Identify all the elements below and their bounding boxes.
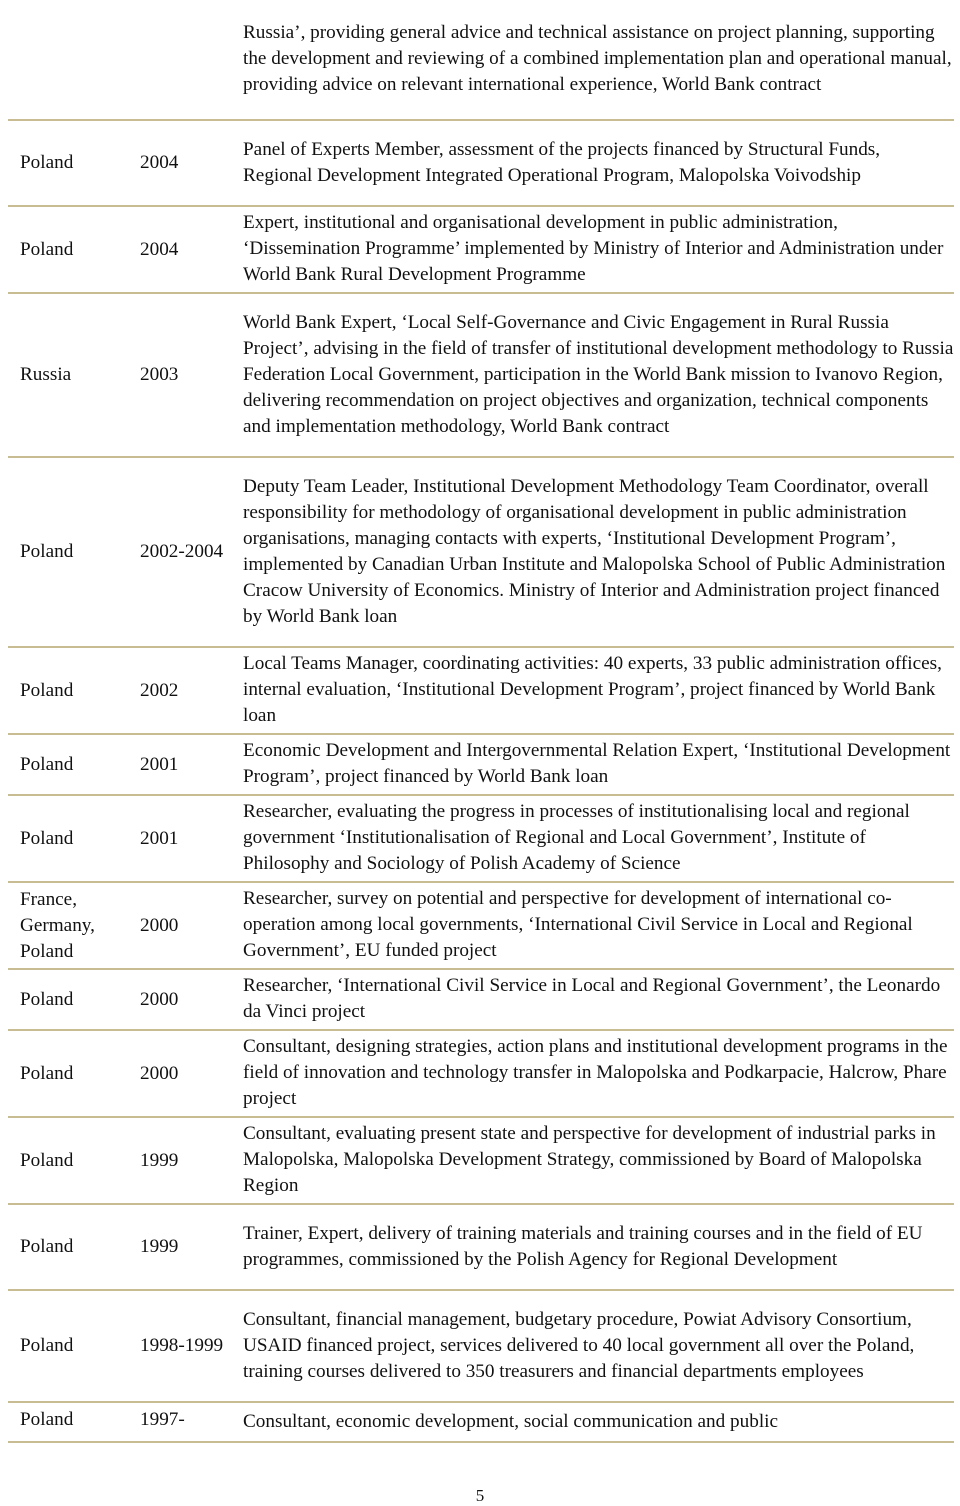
description-cell: Economic Development and Intergovernmental Relation Expert, ‘Institutional Development Program’, project financed by World Bank loan	[231, 734, 954, 795]
table-row	[8, 206, 954, 293]
country-cell: Poland	[8, 1290, 140, 1402]
country-cell: Poland	[8, 734, 140, 795]
description-cell: Expert, institutional and organisational development in public administration, ‘Dissemination Programme’ implemented by Ministry of Interior and Administration under World Bank Rural Development Programme	[231, 206, 954, 293]
description-cell: Consultant, economic development, social communication and public	[231, 1402, 954, 1442]
country-cell: Poland	[8, 1204, 140, 1290]
table-row	[8, 734, 954, 795]
description-cell: Consultant, evaluating present state and perspective for development of industrial parks in Malopolska, Malopolska Development Strategy, commissioned by Board of Malopolska Region	[231, 1117, 954, 1204]
country-cell: Poland	[8, 1030, 140, 1117]
year-cell: 2000	[140, 969, 231, 1030]
experience-table	[8, 0, 954, 1443]
table-row	[8, 293, 954, 457]
table-row	[8, 882, 954, 969]
year-cell: 2004	[140, 206, 231, 293]
table-row	[8, 120, 954, 206]
country-cell: Russia	[8, 293, 140, 457]
year-cell: 1999	[140, 1204, 231, 1290]
description-cell: Deputy Team Leader, Institutional Development Methodology Team Coordinator, overall responsibility for methodology of organisational development in public administration organisations, managing contacts with experts, ‘Institutional Development Program’, implemented by Canadian Urban Institute and Malopolska School of Public Administration Cracow University of Economics. Ministry of Interior and Administration project financed by World Bank loan	[231, 457, 954, 647]
year-cell: 2000	[140, 882, 231, 969]
description-cell: Researcher, survey on potential and perspective for development of international co-operation among local governments, ‘International Civil Service in Local and Regional Government’, EU funded project	[231, 882, 954, 969]
country-cell: Poland	[8, 647, 140, 734]
year-cell	[140, 0, 231, 120]
year-cell: 2001	[140, 795, 231, 882]
table-row	[8, 1030, 954, 1117]
table-row	[8, 795, 954, 882]
year-cell: 2002-2004	[140, 457, 231, 647]
year-cell: 1997-	[140, 1402, 231, 1442]
description-cell: Researcher, ‘International Civil Service in Local and Regional Government’, the Leonardo da Vinci project	[231, 969, 954, 1030]
table-row	[8, 0, 954, 120]
country-cell	[8, 0, 140, 120]
description-cell: Local Teams Manager, coordinating activities: 40 experts, 33 public administration offices, internal evaluation, ‘Institutional Development Program’, project financed by World Bank loan	[231, 647, 954, 734]
table-row	[8, 647, 954, 734]
description-cell: Trainer, Expert, delivery of training materials and training courses and in the field of EU programmes, commissioned by the Polish Agency for Regional Development	[231, 1204, 954, 1290]
country-cell: Poland	[8, 969, 140, 1030]
table-row	[8, 1402, 954, 1442]
country-cell: Poland	[8, 206, 140, 293]
year-cell: 2003	[140, 293, 231, 457]
year-cell: 1998-1999	[140, 1290, 231, 1402]
country-cell: Poland	[8, 1117, 140, 1204]
table-row	[8, 1290, 954, 1402]
year-cell: 2001	[140, 734, 231, 795]
country-cell: Poland	[8, 120, 140, 206]
table-row	[8, 1204, 954, 1290]
country-cell: Poland	[8, 457, 140, 647]
year-cell: 2002	[140, 647, 231, 734]
description-cell: Researcher, evaluating the progress in processes of institutionalising local and regional government ‘Institutionalisation of Regional and Local Government’, Institute of Philosophy and Sociology of Polish Academy of Science	[231, 795, 954, 882]
description-cell: Consultant, financial management, budgetary procedure, Powiat Advisory Consortium, USAID financed project, services delivered to 40 local government all over the Poland, training courses delivered to 350 treasurers and financial departments employees	[231, 1290, 954, 1402]
table-row	[8, 1117, 954, 1204]
country-cell: Poland	[8, 1402, 140, 1442]
year-cell: 2000	[140, 1030, 231, 1117]
year-cell: 2004	[140, 120, 231, 206]
description-cell: World Bank Expert, ‘Local Self-Governance and Civic Engagement in Rural Russia Project’, advising in the field of transfer of institutional development methodology to Russia Federation Local Government, participation in the World Bank mission to Ivanovo Region, delivering recommendation on project objectives and organization, technical components and implementation methodology, World Bank contract	[231, 293, 954, 457]
country-cell: France, Germany, Poland	[8, 882, 140, 969]
country-cell: Poland	[8, 795, 140, 882]
year-cell: 1999	[140, 1117, 231, 1204]
description-cell: Panel of Experts Member, assessment of the projects financed by Structural Funds, Regional Development Integrated Operational Program, Malopolska Voivodship	[231, 120, 954, 206]
table-row	[8, 457, 954, 647]
description-cell: Consultant, designing strategies, action plans and institutional development programs in the field of innovation and technology transfer in Malopolska and Podkarpacie, Halcrow, Phare project	[231, 1030, 954, 1117]
table-row	[8, 969, 954, 1030]
page-number: 5	[475, 1486, 485, 1505]
description-cell: Russia’, providing general advice and technical assistance on project planning, supporting the development and reviewing of a combined implementation plan and operational manual, providing advice on relevant international experience, World Bank contract	[231, 0, 954, 120]
